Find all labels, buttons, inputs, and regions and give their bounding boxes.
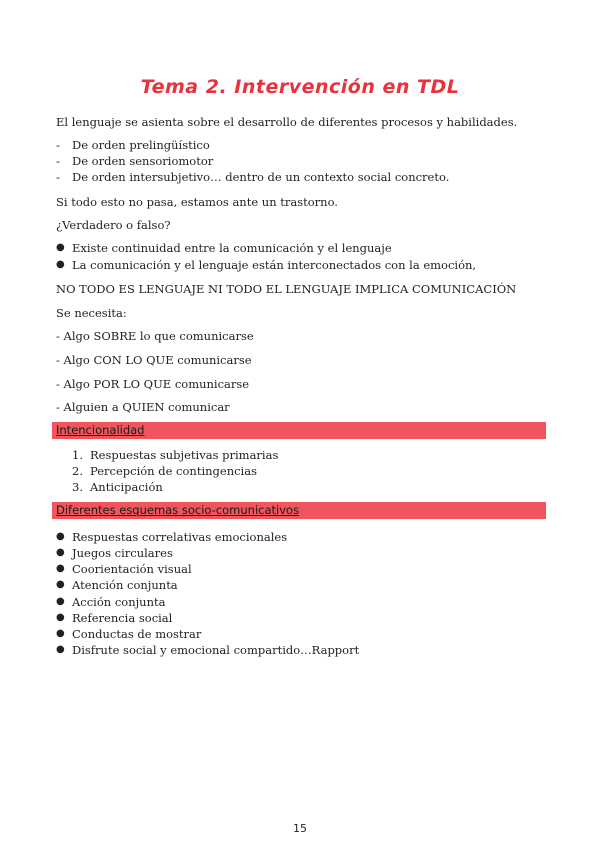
bullet-marker: ● <box>56 612 65 623</box>
bullet-marker: ● <box>56 531 65 542</box>
list-item: Conductas de mostrar <box>72 627 202 641</box>
needs-item: - Alguien a QUIEN comunicar <box>56 400 230 414</box>
bullet-marker: ● <box>56 242 65 253</box>
list-item: Existe continuidad entre la comunicación y el lenguaje <box>72 241 392 255</box>
list-number: 2. <box>72 464 83 478</box>
needs-item: - Algo SOBRE lo que comunicarse <box>56 329 254 343</box>
list-item: Juegos circulares <box>72 546 173 560</box>
bullet-marker: ● <box>56 259 65 270</box>
list-item: Disfrute social y emocional compartido…Rapport <box>72 643 360 657</box>
section-heading: Intencionalidad <box>56 423 145 437</box>
dash-marker: - <box>56 170 60 184</box>
list-item: Coorientación visual <box>72 562 192 576</box>
list-item: Respuestas correlativas emocionales <box>72 530 288 544</box>
list-item: La comunicación y el lenguaje están interconectados con la emoción, <box>72 258 477 272</box>
needs-label: Se necesita: <box>56 306 127 320</box>
list-number: 3. <box>72 480 83 494</box>
dash-marker: - <box>56 138 60 152</box>
trastorno-paragraph: Si todo esto no pasa, estamos ante un trastorno. <box>56 195 338 209</box>
list-item: De orden sensoriomotor <box>72 154 214 168</box>
section-heading-bar <box>52 502 546 519</box>
dash-marker: - <box>56 154 60 168</box>
list-item: Acción conjunta <box>72 595 166 609</box>
page-number: 15 <box>293 822 307 835</box>
question-paragraph: ¿Verdadero o falso? <box>56 218 171 232</box>
list-item: Anticipación <box>90 480 163 494</box>
list-item: Atención conjunta <box>72 578 178 592</box>
section-heading: Diferentes esquemas socio-comunicativos <box>56 503 300 517</box>
list-item: De orden intersubjetivo… dentro de un contexto social concreto. <box>72 170 450 184</box>
section-heading-bar <box>52 422 546 439</box>
list-item: De orden prelingüístico <box>72 138 210 152</box>
intro-paragraph: El lenguaje se asienta sobre el desarrollo de diferentes procesos y habilidades. <box>56 115 518 129</box>
needs-item: - Algo POR LO QUE comunicarse <box>56 377 250 391</box>
page-title: Tema 2. Intervención en TDL <box>140 76 460 98</box>
list-number: 1. <box>72 448 83 462</box>
bullet-marker: ● <box>56 628 65 639</box>
list-item: Respuestas subjetivas primarias <box>90 448 279 462</box>
list-item: Percepción de contingencias <box>90 464 257 478</box>
bullet-marker: ● <box>56 596 65 607</box>
statement-paragraph: NO TODO ES LENGUAJE NI TODO EL LENGUAJE IMPLICA COMUNICACIÓN <box>56 282 517 296</box>
bullet-marker: ● <box>56 563 65 574</box>
bullet-marker: ● <box>56 579 65 590</box>
needs-item: - Algo CON LO QUE comunicarse <box>56 353 252 367</box>
list-item: Referencia social <box>72 611 173 625</box>
bullet-marker: ● <box>56 547 65 558</box>
bullet-marker: ● <box>56 644 65 655</box>
